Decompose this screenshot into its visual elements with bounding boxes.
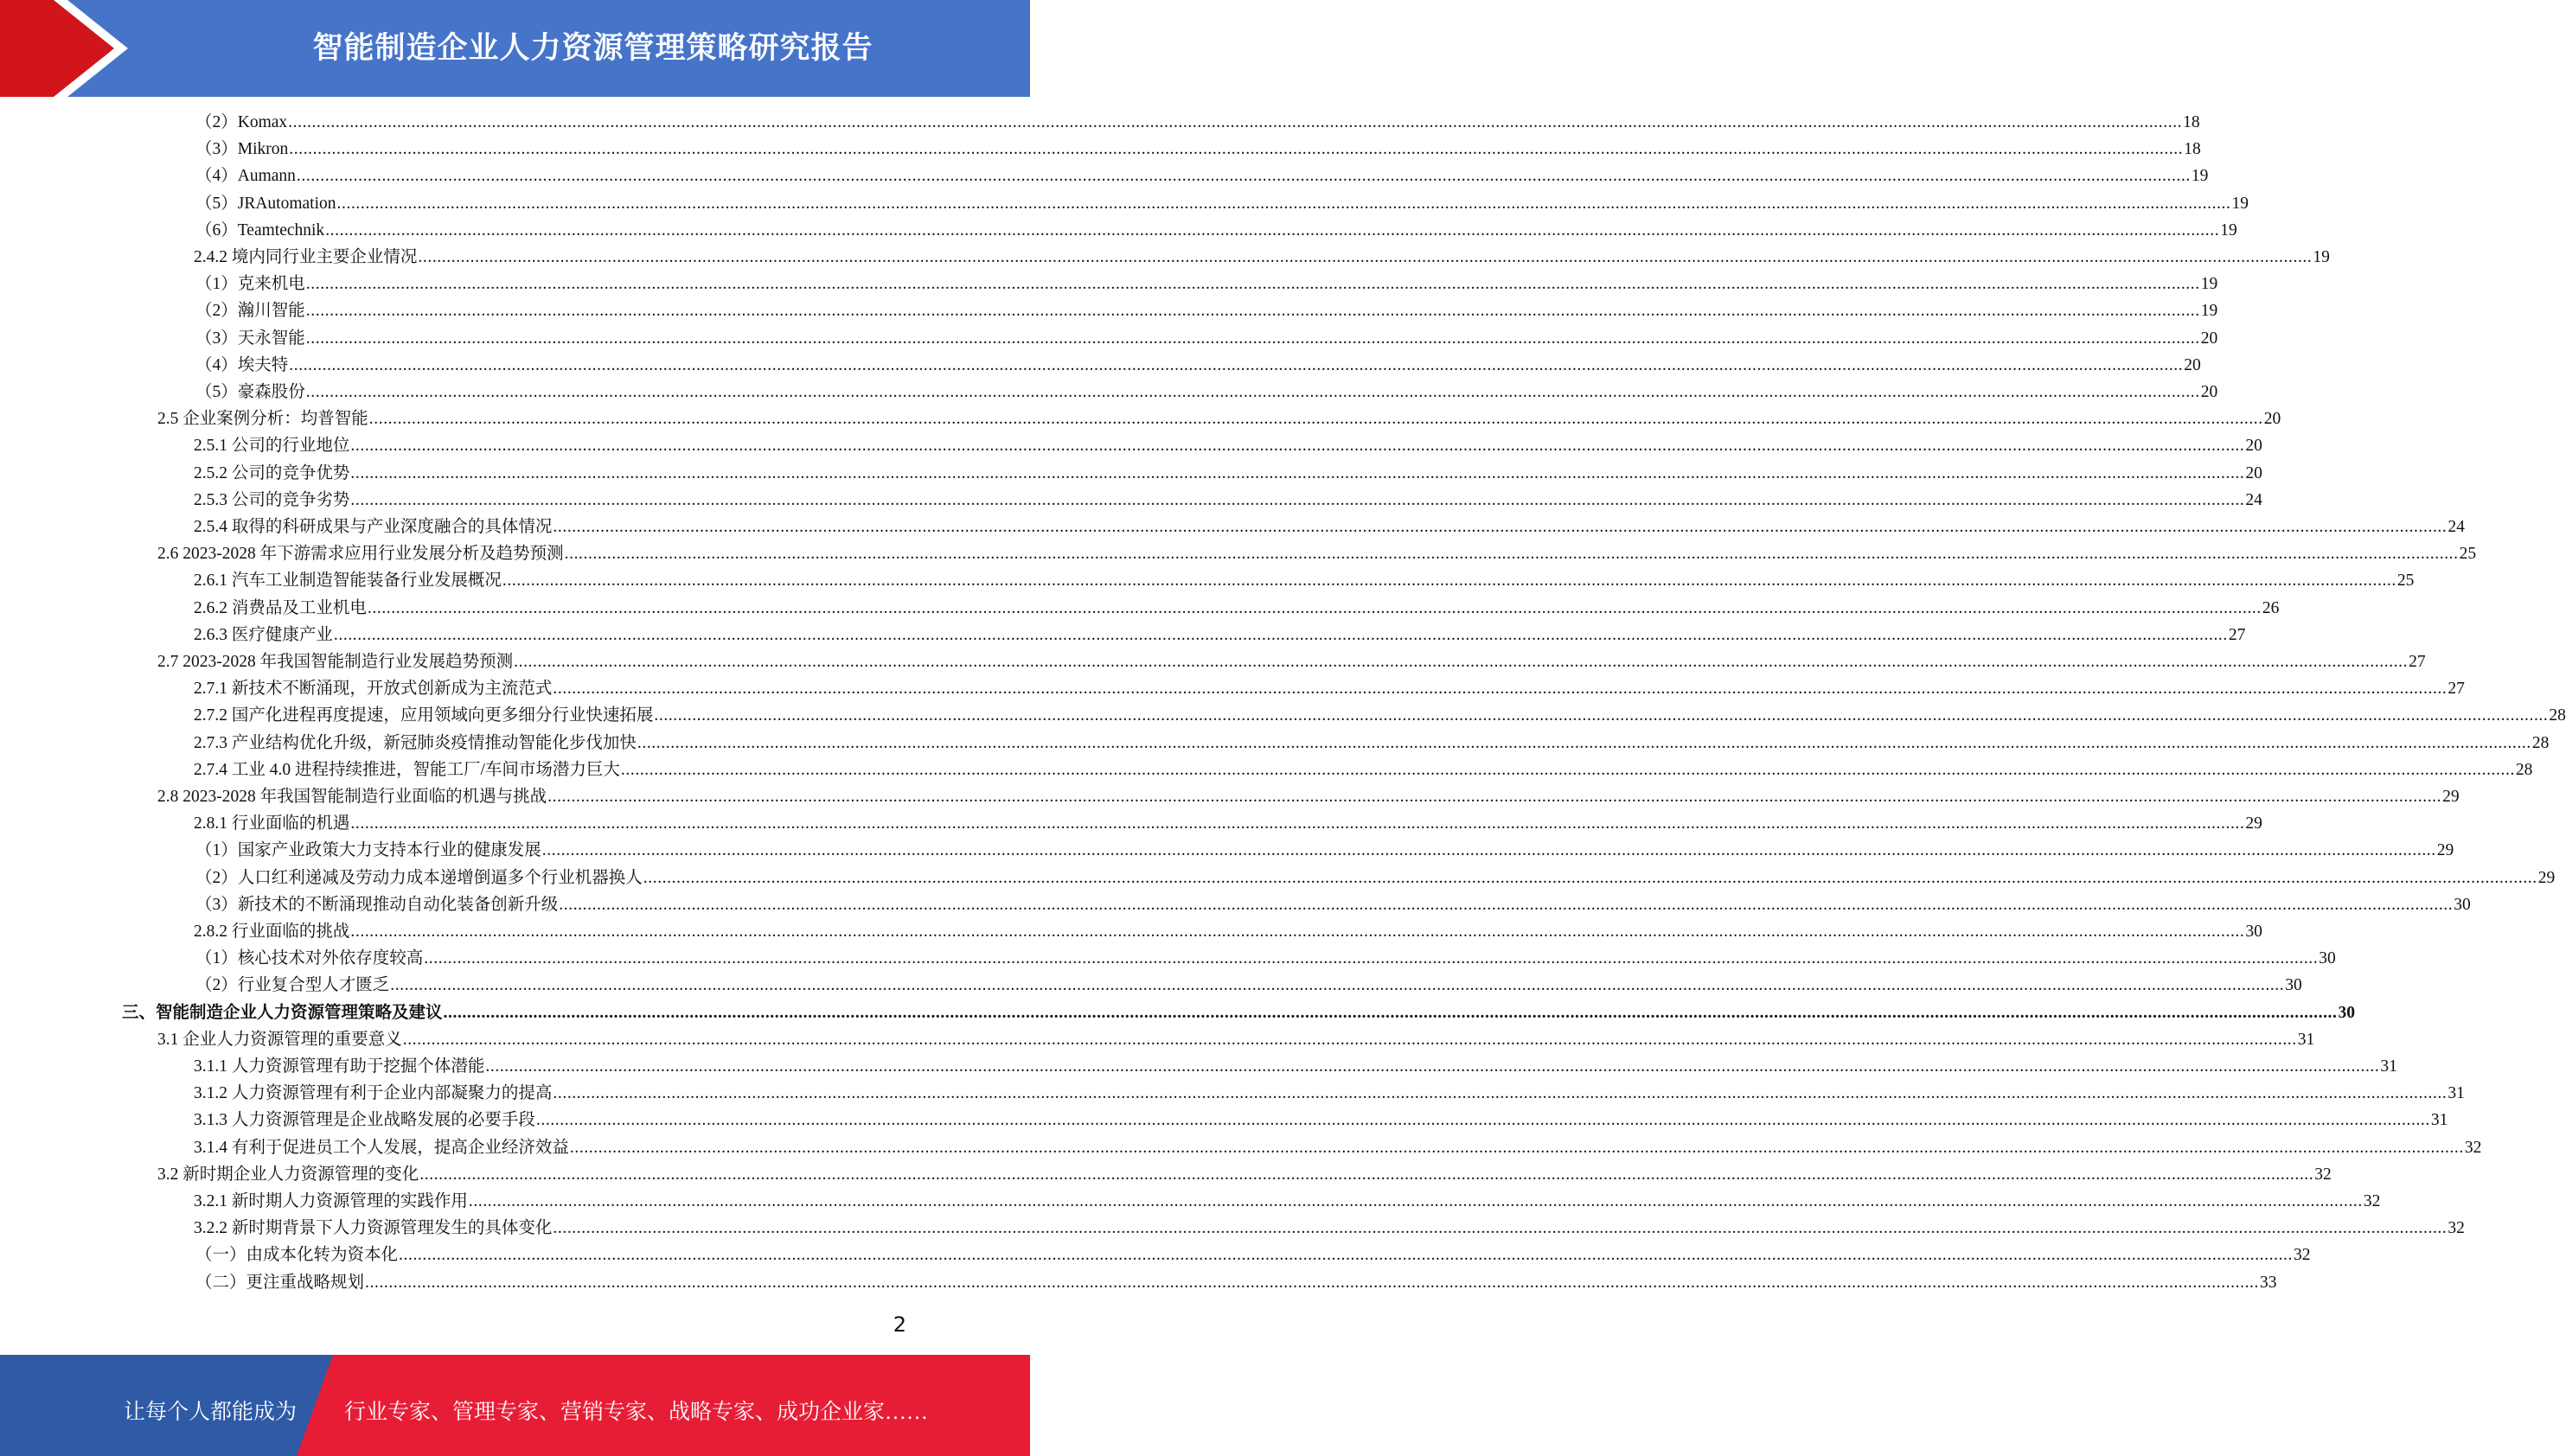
toc-entry-page: 19 — [2231, 195, 2249, 213]
toc-leader-dots: ................................................................................................................................................................................................................................................................................................................................................................................................................ — [637, 734, 2531, 752]
toc-entry-page: 19 — [2200, 302, 2218, 320]
toc-leader-dots: ................................................................................................................................................................................................................................................................................................................................................................................................................ — [559, 896, 2454, 914]
toc-entry-page: 32 — [2363, 1192, 2381, 1210]
toc-leader-dots: ................................................................................................................................................................................................................................................................................................................................................................................................................ — [333, 626, 2228, 644]
toc-leader-dots: ................................................................................................................................................................................................................................................................................................................................................................................................................ — [350, 923, 2245, 941]
toc-entry-label: 2.6.2 消费品及工业机电 — [194, 599, 367, 617]
toc-leader-dots: ................................................................................................................................................................................................................................................................................................................................................................................................................ — [553, 518, 2448, 536]
toc-entry-label: （二）更注重战略规划 — [195, 1274, 365, 1292]
toc-entry[interactable] — [157, 407, 2281, 431]
toc-entry-page: 27 — [2409, 653, 2426, 671]
toc-entry-page: 18 — [2183, 113, 2200, 131]
toc-entry-page: 25 — [2396, 572, 2415, 590]
toc-entry-page: 31 — [2297, 1031, 2315, 1049]
toc-entry-label: 2.7.2 国产化进程再度提速，应用领域向更多细分行业快速拓展 — [194, 706, 654, 725]
toc-entry-label: 3.1.4 有利于促进员工个人发展，提高企业经济效益 — [194, 1139, 569, 1157]
toc-entry-page: 25 — [2459, 545, 2477, 563]
toc-leader-dots: ................................................................................................................................................................................................................................................................................................................................................................................................................ — [418, 248, 2313, 266]
toc-entry-page: 32 — [2294, 1246, 2311, 1264]
toc-entry-label: （3）Mikron — [195, 140, 289, 158]
toc-leader-dots: ................................................................................................................................................................................................................................................................................................................................................................................................................ — [305, 302, 2200, 320]
toc-entry[interactable] — [194, 731, 2550, 756]
toc-entry-label: 3.1.2 人力资源管理有利于企业内部凝聚力的提高 — [194, 1084, 553, 1102]
toc-entry-label: （2）行业复合型人才匮乏 — [195, 976, 390, 994]
toc-entry-page: 30 — [2285, 976, 2302, 994]
toc-entry-label: 3.1.3 人力资源管理是企业战略发展的必要手段 — [194, 1111, 535, 1129]
toc-entry-label: （6）Teamtechnik — [195, 221, 325, 239]
toc-entry[interactable] — [195, 327, 2218, 351]
toc-leader-dots: ................................................................................................................................................................................................................................................................................................................................................................................................................ — [620, 761, 2515, 779]
toc-entry-label: （一）由成本化转为资本化 — [195, 1246, 399, 1264]
page-number: 2 — [893, 1312, 906, 1337]
toc-entry-page: 19 — [2220, 221, 2237, 239]
toc-entry[interactable] — [194, 1108, 2448, 1133]
toc-entry-label: 3.2.1 新时期人力资源管理的实践作用 — [194, 1192, 468, 1210]
toc-entry[interactable] — [195, 1243, 2311, 1268]
toc-entry-page: 27 — [2448, 680, 2465, 698]
toc-leader-dots: ................................................................................................................................................................................................................................................................................................................................................................................................................ — [368, 410, 2263, 428]
toc-entry[interactable] — [194, 434, 2262, 458]
toc-entry[interactable] — [194, 704, 2566, 728]
toc-entry-label: （2）Komax — [195, 113, 288, 131]
toc-leader-dots: ................................................................................................................................................................................................................................................................................................................................................................................................................ — [553, 680, 2448, 698]
toc-entry[interactable] — [194, 677, 2465, 701]
toc-entry-page: 32 — [2314, 1165, 2332, 1184]
toc-entry-label: 2.4.2 境内同行业主要企业情况 — [194, 248, 418, 266]
toc-entry[interactable] — [195, 974, 2302, 998]
toc-leader-dots: ................................................................................................................................................................................................................................................................................................................................................................................................................ — [350, 464, 2245, 482]
toc-leader-dots: ................................................................................................................................................................................................................................................................................................................................................................................................................ — [350, 491, 2245, 509]
toc-entry-label: 2.7 2023-2028 年我国智能制造行业发展趋势预测 — [157, 653, 514, 671]
toc-entry[interactable] — [157, 542, 2477, 566]
toc-entry-page: 19 — [2313, 248, 2330, 266]
toc-entry[interactable] — [194, 1055, 2397, 1079]
toc-entry-page: 29 — [2245, 814, 2262, 833]
toc-entry[interactable] — [195, 354, 2201, 378]
toc-entry-page: 29 — [2442, 788, 2460, 806]
toc-entry-label: 2.8.2 行业面临的挑战 — [194, 923, 350, 941]
toc-entry-page: 30 — [2338, 1004, 2356, 1022]
toc-entry-label: （2）瀚川智能 — [195, 302, 305, 320]
report-header — [0, 0, 1030, 97]
toc-entry-label: 2.7.4 工业 4.0 进程持续推进，智能工厂/车间市场潜力巨大 — [194, 761, 620, 779]
toc-leader-dots: ................................................................................................................................................................................................................................................................................................................................................................................................................ — [305, 275, 2200, 293]
toc-leader-dots: ................................................................................................................................................................................................................................................................................................................................................................................................................ — [547, 788, 2442, 806]
toc-leader-dots: ................................................................................................................................................................................................................................................................................................................................................................................................................ — [288, 113, 2183, 131]
toc-entry[interactable] — [157, 650, 2426, 674]
toc-entry-label: 三、智能制造企业人力资源管理策略及建议 — [122, 1004, 443, 1022]
header-arrow-decoration — [0, 0, 138, 97]
toc-leader-dots: ................................................................................................................................................................................................................................................................................................................................................................................................................ — [390, 976, 2285, 994]
toc-leader-dots: ................................................................................................................................................................................................................................................................................................................................................................................................................ — [350, 814, 2245, 833]
toc-entry[interactable] — [195, 893, 2471, 917]
toc-entry[interactable] — [157, 1163, 2332, 1187]
toc-entry-label: 2.6.1 汽车工业制造智能装备行业发展概况 — [194, 572, 502, 590]
toc-entry-label: （5）豪森股份 — [195, 383, 305, 401]
toc-leader-dots: ................................................................................................................................................................................................................................................................................................................................................................................................................ — [502, 572, 2396, 590]
toc-entry-page: 20 — [2200, 329, 2218, 348]
toc-entry-label: 2.5.1 公司的行业地位 — [194, 437, 350, 455]
toc-entry[interactable] — [195, 866, 2556, 891]
toc-leader-dots: ................................................................................................................................................................................................................................................................................................................................................................................................................ — [350, 437, 2245, 455]
toc-leader-dots: ................................................................................................................................................................................................................................................................................................................................................................................................................ — [553, 1219, 2448, 1237]
toc-leader-dots: ................................................................................................................................................................................................................................................................................................................................................................................................................ — [424, 949, 2319, 967]
toc-entry-label: 2.5 企业案例分析：均普智能 — [157, 410, 368, 428]
toc-entry-label: 2.5.2 公司的竞争优势 — [194, 464, 350, 482]
toc-leader-dots: ................................................................................................................................................................................................................................................................................................................................................................................................................ — [514, 653, 2409, 671]
toc-entry[interactable] — [194, 812, 2262, 836]
toc-entry[interactable] — [194, 1136, 2482, 1160]
toc-entry-page: 29 — [2436, 841, 2454, 859]
toc-entry-page: 20 — [2263, 410, 2281, 428]
toc-leader-dots: ................................................................................................................................................................................................................................................................................................................................................................................................................ — [485, 1057, 2380, 1076]
toc-entry-label: 3.2 新时期企业人力资源管理的变化 — [157, 1165, 419, 1184]
footer-slogan-right: 行业专家、管理专家、营销专家、战略专家、成功企业家…… — [344, 1401, 929, 1424]
toc-entry-page: 20 — [2245, 437, 2262, 455]
toc-entry-label: （4）埃夫特 — [195, 356, 289, 374]
toc-leader-dots: ................................................................................................................................................................................................................................................................................................................................................................................................................ — [289, 356, 2184, 374]
toc-entry[interactable] — [194, 489, 2262, 513]
toc-entry-page: 20 — [2200, 383, 2218, 401]
toc-entry-label: 2.8 2023-2028 年我国智能制造行业面临的机遇与挑战 — [157, 788, 547, 806]
toc-entry-page: 18 — [2184, 140, 2201, 158]
toc-entry-label: （3）天永智能 — [195, 329, 305, 348]
toc-entry-page: 20 — [2245, 464, 2262, 482]
toc-leader-dots: ................................................................................................................................................................................................................................................................................................................................................................................................................ — [325, 221, 2220, 239]
toc-entry[interactable] — [195, 299, 2218, 323]
toc-entry-page: 28 — [2515, 761, 2533, 779]
footer-slogan-left: 让每个人都能成为 — [124, 1401, 298, 1424]
toc-entry[interactable] — [194, 920, 2262, 944]
toc-entry-page: 32 — [2448, 1219, 2465, 1237]
toc-leader-dots: ................................................................................................................................................................................................................................................................................................................................................................................................................ — [654, 706, 2549, 725]
toc-entry-label: （4）Aumann — [195, 167, 296, 185]
toc-entry[interactable] — [157, 1028, 2315, 1052]
toc-entry-label: 2.7.3 产业结构优化升级，新冠肺炎疫情推动智能化步伐加快 — [194, 734, 637, 752]
toc-entry[interactable] — [195, 947, 2336, 971]
toc-leader-dots: ................................................................................................................................................................................................................................................................................................................................................................................................................ — [336, 195, 2231, 213]
toc-entry-label: 3.1.1 人力资源管理有助于挖掘个体潜能 — [194, 1057, 485, 1076]
toc-entry-label: 2.6.3 医疗健康产业 — [194, 626, 333, 644]
toc-entry-page: 32 — [2464, 1139, 2482, 1157]
toc-entry-label: 3.1 企业人力资源管理的重要意义 — [157, 1031, 402, 1049]
toc-entry-label: 2.6 2023-2028 年下游需求应用行业发展分析及趋势预测 — [157, 545, 564, 563]
toc-entry-page: 33 — [2260, 1274, 2277, 1292]
toc-entry-label: 3.2.2 新时期背景下人力资源管理发生的具体变化 — [194, 1219, 553, 1237]
toc-leader-dots: ................................................................................................................................................................................................................................................................................................................................................................................................................ — [305, 383, 2200, 401]
toc-entry[interactable] — [195, 380, 2218, 405]
toc-leader-dots: ................................................................................................................................................................................................................................................................................................................................................................................................................ — [443, 1004, 2338, 1022]
toc-leader-dots: ................................................................................................................................................................................................................................................................................................................................................................................................................ — [553, 1084, 2448, 1102]
toc-entry[interactable] — [194, 462, 2262, 486]
toc-entry[interactable] — [194, 515, 2465, 540]
toc-leader-dots: ................................................................................................................................................................................................................................................................................................................................................................................................................ — [365, 1274, 2260, 1292]
toc-entry-page: 27 — [2228, 626, 2246, 644]
toc-entry[interactable] — [194, 246, 2330, 270]
toc-entry-page: 28 — [2531, 734, 2550, 752]
toc-entry-page: 30 — [2454, 896, 2471, 914]
report-title: 智能制造企业人力资源管理策略研究报告 — [312, 31, 873, 66]
toc-entry-page: 30 — [2245, 923, 2262, 941]
toc-entry-page: 31 — [2380, 1057, 2397, 1076]
toc-entry[interactable] — [194, 1082, 2465, 1106]
toc-entry-page: 19 — [2200, 275, 2218, 293]
toc-leader-dots: ................................................................................................................................................................................................................................................................................................................................................................................................................ — [419, 1165, 2314, 1184]
toc-entry[interactable] — [122, 1001, 2356, 1025]
toc-entry-page: 19 — [2191, 167, 2209, 185]
toc-entry[interactable] — [194, 569, 2415, 593]
toc-entry-page: 20 — [2184, 356, 2201, 374]
toc-entry-page: 24 — [2448, 518, 2465, 536]
toc-entry-page: 28 — [2549, 706, 2566, 725]
toc-entry[interactable] — [195, 164, 2209, 188]
toc-entry[interactable] — [195, 192, 2249, 216]
toc-entry-label: （1）核心技术对外依存度较高 — [195, 949, 424, 967]
toc-entry-label: 2.5.3 公司的竞争劣势 — [194, 491, 350, 509]
toc-entry-label: 2.7.1 新技术不断涌现，开放式创新成为主流范式 — [194, 680, 553, 698]
toc-leader-dots: ................................................................................................................................................................................................................................................................................................................................................................................................................ — [535, 1111, 2430, 1129]
report-footer — [0, 1355, 1030, 1456]
toc-entry[interactable] — [195, 219, 2237, 243]
toc-leader-dots: ................................................................................................................................................................................................................................................................................................................................................................................................................ — [402, 1031, 2297, 1049]
toc-entry[interactable] — [195, 1271, 2277, 1295]
toc-entry[interactable] — [195, 137, 2201, 162]
toc-leader-dots: ................................................................................................................................................................................................................................................................................................................................................................................................................ — [289, 140, 2184, 158]
toc-entry-page: 29 — [2537, 869, 2556, 887]
toc-leader-dots: ................................................................................................................................................................................................................................................................................................................................................................................................................ — [564, 545, 2459, 563]
toc-entry[interactable] — [195, 839, 2454, 863]
toc-entry[interactable] — [195, 111, 2200, 135]
toc-entry-page: 30 — [2319, 949, 2336, 967]
toc-entry-label: 2.8.1 行业面临的机遇 — [194, 814, 350, 833]
toc-entry[interactable] — [194, 1217, 2465, 1241]
toc-leader-dots: ................................................................................................................................................................................................................................................................................................................................................................................................................ — [399, 1246, 2294, 1264]
toc-entry[interactable] — [194, 758, 2533, 782]
toc-entry[interactable] — [195, 272, 2218, 297]
toc-entry-page: 26 — [2262, 599, 2280, 617]
toc-leader-dots: ................................................................................................................................................................................................................................................................................................................................................................................................................ — [643, 869, 2537, 887]
toc-entry-page: 31 — [2448, 1084, 2465, 1102]
toc-entry[interactable] — [194, 623, 2246, 648]
toc-entry-page: 24 — [2245, 491, 2262, 509]
toc-leader-dots: ................................................................................................................................................................................................................................................................................................................................................................................................................ — [367, 599, 2262, 617]
toc-entry[interactable] — [194, 1190, 2381, 1214]
toc-entry-label: （1）国家产业政策大力支持本行业的健康发展 — [195, 841, 541, 859]
toc-entry-label: （3）新技术的不断涌现推动自动化装备创新升级 — [195, 896, 559, 914]
toc-entry-page: 31 — [2430, 1111, 2448, 1129]
toc-entry-label: 2.5.4 取得的科研成果与产业深度融合的具体情况 — [194, 518, 553, 536]
toc-leader-dots: ................................................................................................................................................................................................................................................................................................................................................................................................................ — [569, 1139, 2464, 1157]
toc-leader-dots: ................................................................................................................................................................................................................................................................................................................................................................................................................ — [296, 167, 2191, 185]
toc-entry[interactable] — [194, 597, 2280, 621]
toc-entry-label: （1）克来机电 — [195, 275, 305, 293]
toc-leader-dots: ................................................................................................................................................................................................................................................................................................................................................................................................................ — [305, 329, 2200, 348]
toc-leader-dots: ................................................................................................................................................................................................................................................................................................................................................................................................................ — [541, 841, 2436, 859]
toc-entry-label: （2）人口红利递减及劳动力成本递增倒逼多个行业机器换人 — [195, 869, 643, 887]
toc-entry-label: （5）JRAutomation — [195, 195, 336, 213]
toc-leader-dots: ................................................................................................................................................................................................................................................................................................................................................................................................................ — [468, 1192, 2363, 1210]
toc-entry[interactable] — [157, 785, 2460, 809]
